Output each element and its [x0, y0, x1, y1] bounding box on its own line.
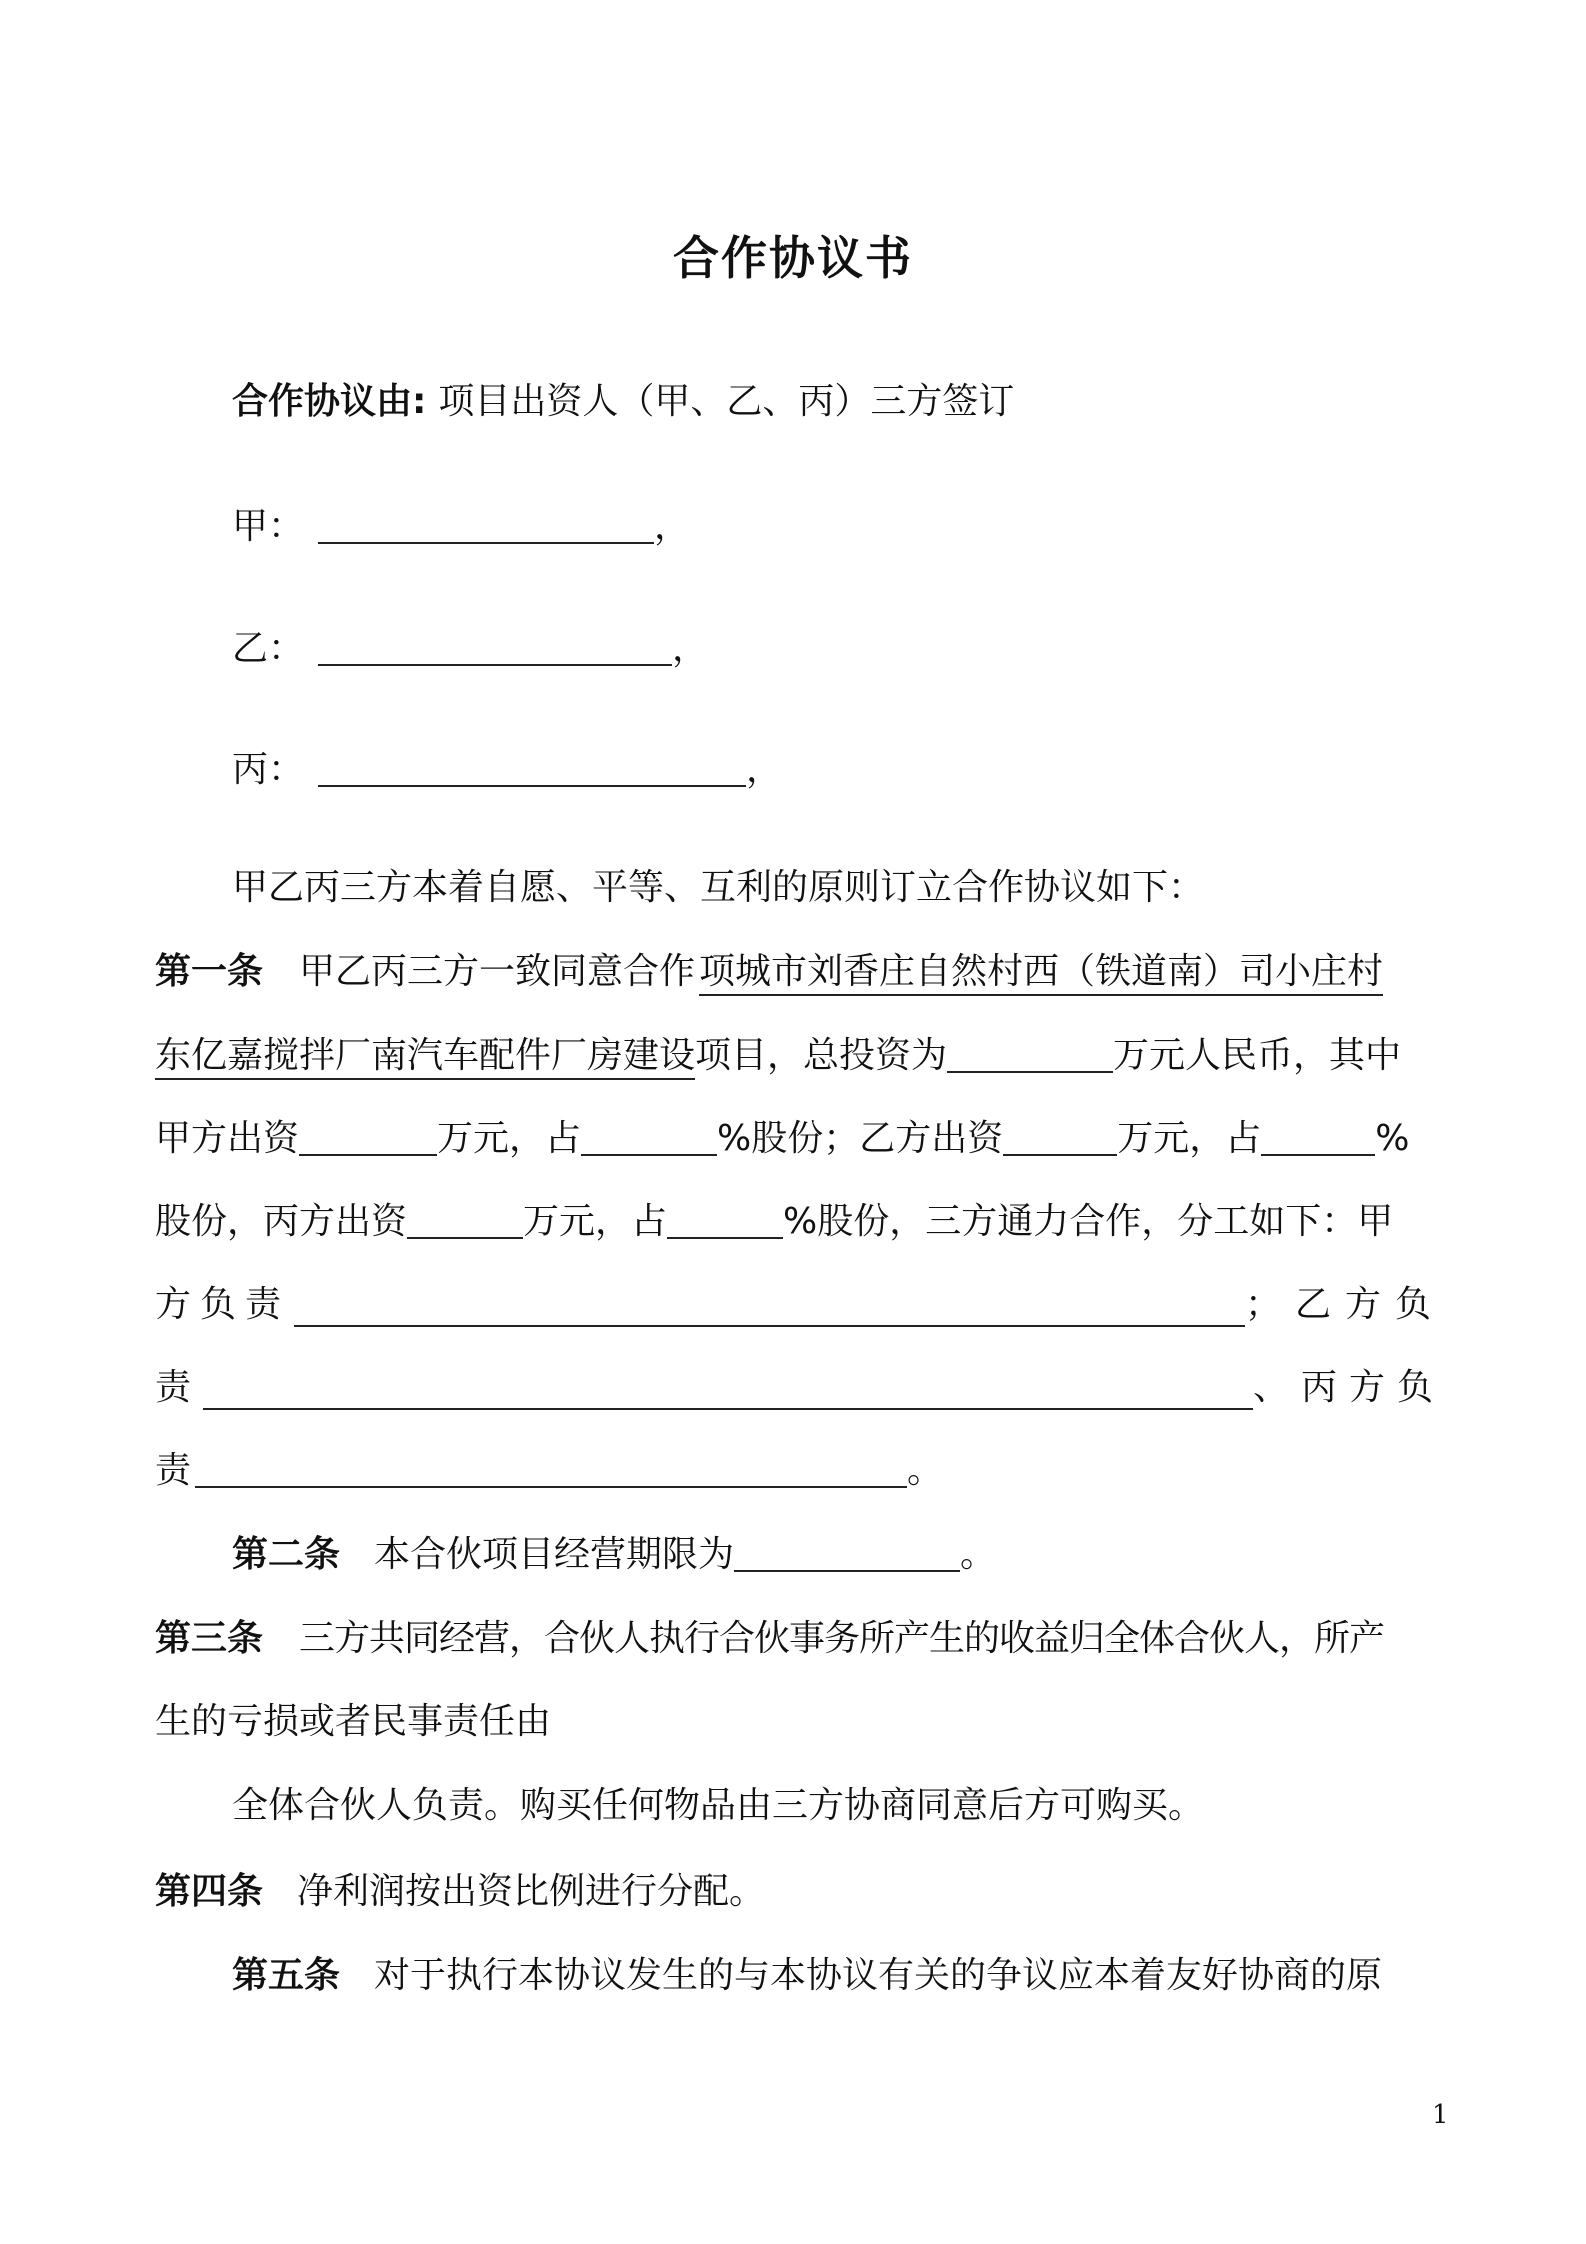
article4 — [155, 1870, 765, 1914]
article3-line1-text: 三方共同经营，合伙人执行合伙事务所产生的收益归全体合伙人，所产 — [299, 1618, 1385, 1659]
article2-text: 本合伙项目经营期限为 — [374, 1534, 735, 1575]
article1-line5 — [155, 1283, 1445, 1327]
article1-lead: 甲乙丙三方一致同意合作 — [299, 951, 696, 992]
party-jia-blank[interactable] — [318, 506, 654, 544]
party-yi-line — [232, 627, 708, 671]
article1-line6-b: 、丙方负 — [1252, 1367, 1445, 1408]
article5 — [232, 1954, 1382, 1998]
article1-line4-a: 股份，丙方出资 — [155, 1201, 408, 1242]
article1-line7 — [155, 1449, 943, 1493]
party-bing-end: ， — [746, 749, 783, 790]
article1-line5-a: 方负责 — [155, 1284, 291, 1325]
article1-project-part1: 项城市刘香庄自然村西（铁道南）司小庄村 — [699, 951, 1383, 996]
total-investment-blank[interactable] — [947, 1035, 1113, 1073]
intro-text: 项目出资人（甲、乙、丙）三方签订 — [438, 381, 1015, 422]
article2 — [232, 1533, 996, 1577]
article4-text: 净利润按出资比例进行分配。 — [297, 1871, 766, 1912]
article1-line6-a: 责 — [155, 1367, 192, 1408]
article1-line4-b: 万元，占 — [523, 1201, 668, 1242]
article5-label: 第五条 — [232, 1955, 341, 1996]
article1-line5-b: ；乙方负 — [1244, 1284, 1445, 1325]
article1-line2-after: 项目，总投资为 — [695, 1035, 948, 1076]
article1-line3-b: 万元，占 — [437, 1118, 582, 1159]
article1-line6 — [155, 1366, 1445, 1410]
party-yi-label: 乙： — [232, 628, 305, 669]
party-yi-end: ， — [672, 628, 709, 669]
party-jia-line — [232, 505, 690, 549]
party-yi-blank[interactable] — [318, 628, 672, 666]
article3-label: 第三条 — [155, 1618, 264, 1659]
article1-line3-a: 甲方出资 — [155, 1118, 300, 1159]
article2-end: 。 — [960, 1534, 997, 1575]
article2-label: 第二条 — [232, 1534, 341, 1575]
article4-label: 第四条 — [155, 1871, 264, 1912]
article1-line3 — [155, 1117, 1409, 1161]
intro-line — [232, 380, 1014, 424]
article1-line3-e: % — [1375, 1118, 1410, 1159]
yi-investment-blank[interactable] — [1003, 1118, 1117, 1156]
article3-line3: 全体合伙人负责。购买任何物品由三方协商同意后方可购买。 — [232, 1785, 1205, 1826]
page-number: 1 — [1432, 2100, 1449, 2130]
party-bing-label: 丙： — [232, 749, 305, 790]
article3-line1 — [155, 1617, 1384, 1661]
bing-share-blank[interactable] — [667, 1201, 783, 1239]
article1-label: 第一条 — [155, 951, 264, 992]
article1-line4-c: %股份，三方通力合作，分工如下：甲 — [783, 1201, 1394, 1242]
article5-text: 对于执行本协议发生的与本协议有关的争议应本着友好协商的原 — [374, 1955, 1383, 1996]
article3-line2: 生的亏损或者民事责任由 — [155, 1701, 552, 1742]
yi-share-blank[interactable] — [1261, 1118, 1375, 1156]
document-title: 合作协议书 — [673, 231, 913, 285]
article1-line7-a: 责 — [155, 1450, 192, 1491]
preamble: 甲乙丙三方本着自愿、平等、互利的原则订立合作协议如下： — [232, 867, 1205, 908]
party-bing-line — [232, 748, 782, 792]
article1-line2 — [155, 1034, 1401, 1078]
bing-investment-blank[interactable] — [407, 1201, 523, 1239]
article1-line3-c: %股份；乙方出资 — [717, 1118, 1004, 1159]
bing-responsibility-blank[interactable] — [195, 1450, 907, 1488]
term-blank[interactable] — [734, 1534, 960, 1572]
party-bing-blank[interactable] — [318, 749, 746, 787]
article1-line2-tail: 万元人民币，其中 — [1113, 1035, 1402, 1076]
article1-line7-b: 。 — [907, 1450, 944, 1491]
jia-investment-blank[interactable] — [299, 1118, 437, 1156]
jia-responsibility-blank[interactable] — [294, 1289, 1245, 1327]
yi-responsibility-blank[interactable] — [203, 1372, 1253, 1410]
article1-line3-d: 万元，占 — [1117, 1118, 1262, 1159]
party-jia-label: 甲： — [232, 506, 305, 547]
party-jia-end: ， — [654, 506, 691, 547]
intro-label: 合作协议由: — [232, 381, 427, 422]
article1-line1 — [155, 950, 1383, 994]
jia-share-blank[interactable] — [581, 1118, 717, 1156]
article1-line4 — [155, 1200, 1393, 1244]
article1-project-part2: 东亿嘉搅拌厂南汽车配件厂房建设 — [155, 1035, 695, 1080]
